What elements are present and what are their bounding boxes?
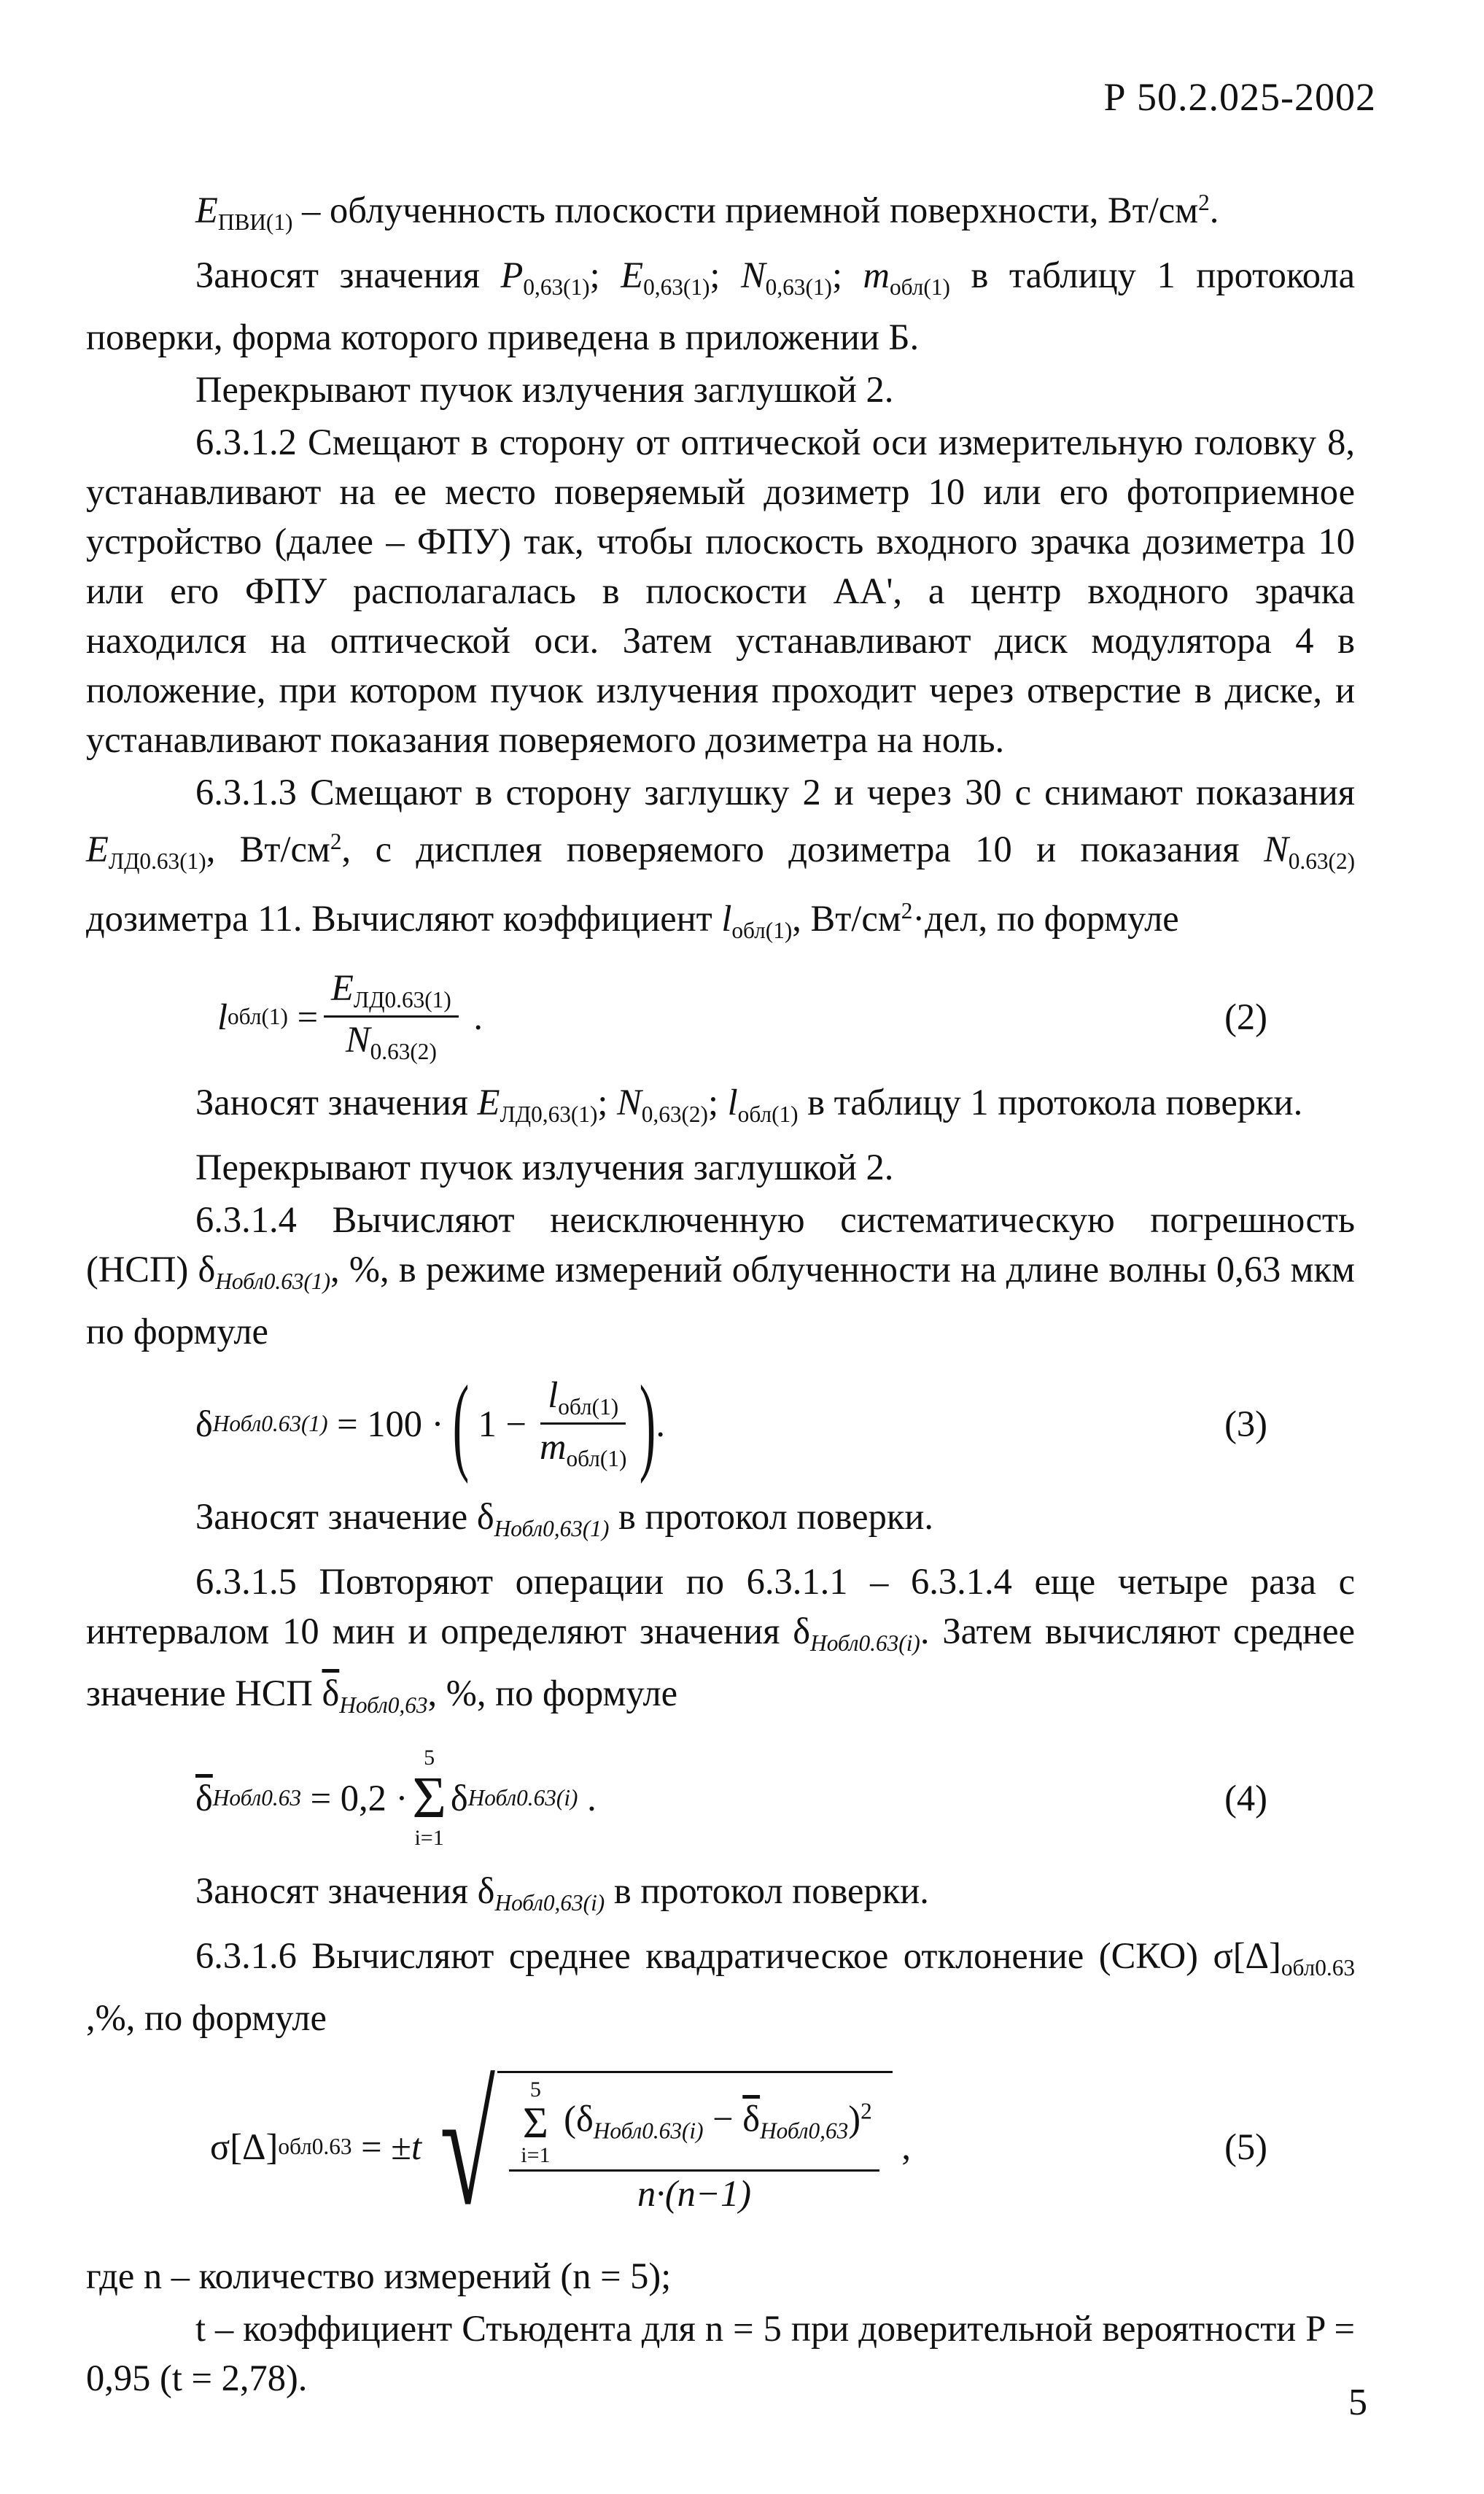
paragraph-record-values-2: Заносят значения $E_{ЛД0,63(1)}$; $N_{0,63(2)}$; $l_{обл(1)}$ в таблицу 1 протокола поверки. (195, 1081, 1303, 1127)
paragraph-student-coefficient: t – коэффициент Стьюдента для n = 5 при доверительной вероятности P = 0,95 (t = 2,78). (86, 2307, 1355, 2398)
paragraph-6-3-1-5: 6.3.1.5 Повторяют операции по 6.3.1.1 – 6.3.1.4 еще четыре раза с интервалом 10 мин и определяют значения δНобл0.63(i). Затем вычисляют среднее значение НСП $\overline{\delta}Нобл0,63$, %, по формуле (86, 1560, 1356, 1718)
document-code: Р 50.2.025-2002 (1103, 75, 1376, 119)
formula-3-number: (3) (1224, 1403, 1267, 1444)
document-body (86, 178, 1355, 2406)
formula-5: σ[Δ] обл0.63 = ± t √ 5 Σ i=1 (δНобл0.63(i) − $\overline{\delta}Нобл0,63)^2$ n·(n−1) , (5) (210, 2053, 1267, 2240)
paragraph-6-3-1-6: 6.3.1.6 Вычисляют среднее квадратическое отклонение (СКО) $\sigma[\Delta]_{обл0.63}$ ,%, по формуле (86, 1935, 1355, 2038)
formula-5-number: (5) (1224, 2126, 1267, 2167)
paragraph-where-n: где n – количество измерений (n = 5); (86, 2255, 672, 2296)
formula-4-number: (4) (1224, 1777, 1267, 1819)
paragraph-6-3-1-4: 6.3.1.4 Вычисляют неисключенную систематическую погрешность (НСП) δНобл0.63(1), %, в режиме измерений облученности на длине волны 0,63 мкм по формуле (86, 1198, 1355, 1352)
paragraph-6-3-1-3: 6.3.1.3 Смещают в сторону заглушку 2 и через 30 с снимают показания $E_{ЛД0.63(1)}$, $Вт/см^2$, с дисплея поверяемого дозиметра 10 и показания $N_{0.63(2)}$ дозиметра 11. Вычисляют коэффициент $l_{обл(1)}$, $Вт/см^2\cdot дел$, по формуле (86, 772, 1356, 944)
page-number: 5 (1348, 2382, 1367, 2423)
paragraph-6-3-1-2: 6.3.1.2 Смещают в сторону от оптической оси измерительную головку 8, устанавливают на ее место поверяемый дозиметр 10 или его фотоприемное устройство (далее – ФПУ) так, чтобы плоскость входного зрачка дозиметра 10 или его ФПУ располагалась в плоскости АА', а центр входного зрачка находился на оптической оси. Затем устанавливают диск модулятора 4 в положение, при котором пучок излучения проходит через отверстие в диске, и устанавливают показания поверяемого дозиметра на ноль. (86, 422, 1355, 761)
formula-4: $\overline{\delta}$ Нобл0.63 = 0,2 · 5 Σ i=1 δ Нобл0.63(i) . (4) (195, 1745, 1267, 1850)
paragraph-record-value-3: Заносят значение δНобл0,63(1) в протокол поверки. (195, 1495, 934, 1541)
paragraph-irradiance-definition: $E_{ПВИ(1)}$ – облученность плоскости приемной поверхности, $Вт/см^2$. (195, 190, 1219, 236)
formula-2-number: (2) (1224, 996, 1267, 1037)
paragraph-record-values-4: Заносят значения δНобл0,63(i) в протокол поверки. (195, 1870, 929, 1916)
formula-3: δ Нобл0.63(1) = 100 · ( 1 − $\frac{l_{обл(1)}}{m_{обл(1)}}$ ) . (3) (195, 1363, 1267, 1484)
paragraph-block-beam-2: Перекрывают пучок излучения заглушкой 2. (195, 1146, 894, 1188)
paragraph-block-beam-1: Перекрывают пучок излучения заглушкой 2. (195, 369, 894, 411)
paragraph-record-values-1: Заносят значения $P_{0,63(1)}$; $E_{0,63(1)}$; $N_{0,63(1)}$; $m_{обл(1)}$ в таблицу 1 протокола поверки, форма которого приведена в приложении Б. (86, 255, 1355, 358)
formula-2: l обл(1) = $\frac{E_{ЛД0.63(1)}}{N_{0.63(2)}}$ . (2) (217, 967, 1267, 1065)
